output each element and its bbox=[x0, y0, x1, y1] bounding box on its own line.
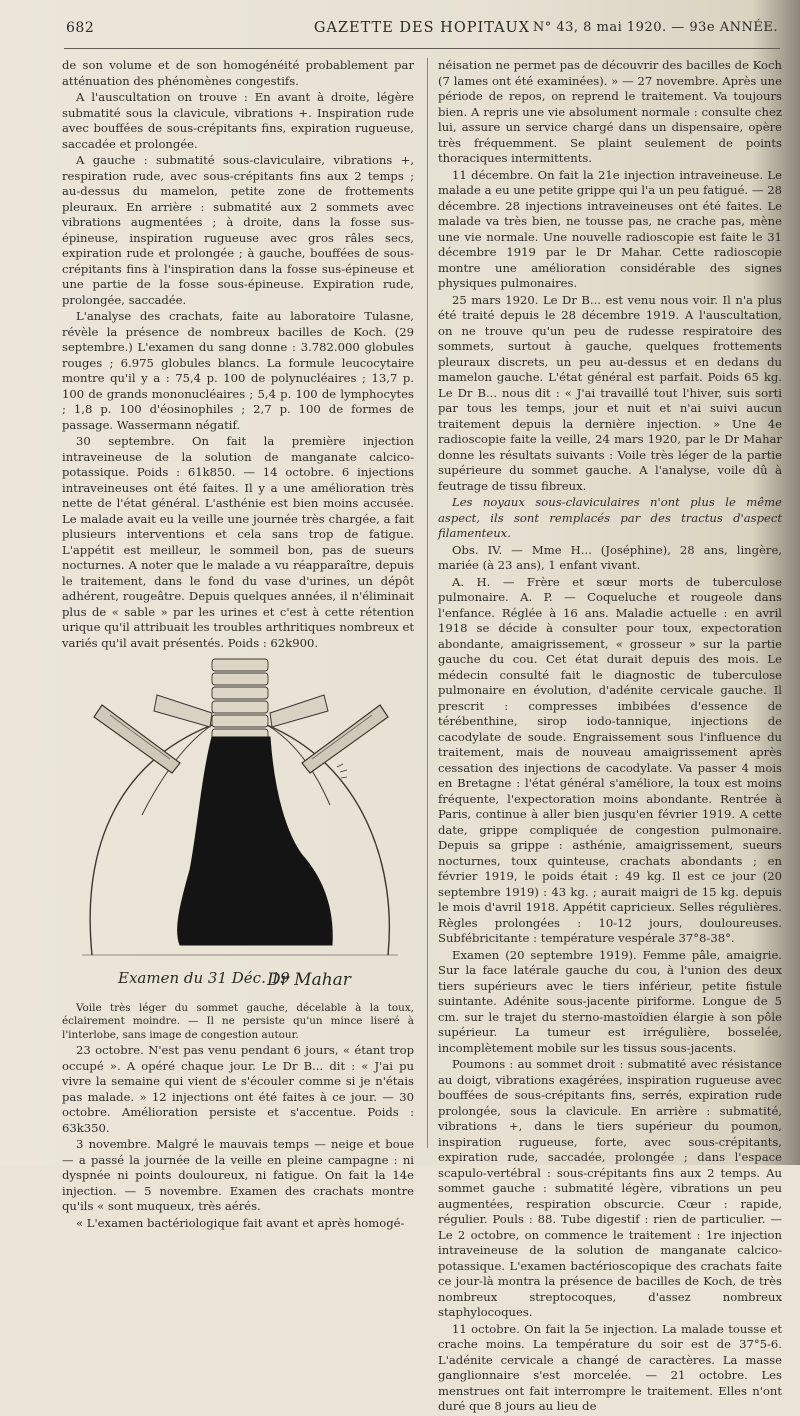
paragraph: 23 octobre. N'est pas venu pendant 6 jours, « étant trop occupé ». A opéré chaque jour. Le Dr B... dit : « J'ai pu vivre la semaine qui vient de s'écouler comme si je n'étais pas malade. » 12 injections ont été faites à ce jour. — 30 octobre. Amélioration persiste et s'accentue. Poids : 63k350. bbox=[62, 1043, 414, 1135]
figure-signature: Dr Mahar bbox=[267, 970, 351, 990]
paragraph: 3 novembre. Malgré le mauvais temps — neige et boue — a passé la journée de la veille en pleine campagne : ni dyspnée ni points douloureux, ni fatigue. On fait la 14e injection. — 5 novembre. Examen des crachats montre qu'ils « sont muqueux, très aérés. bbox=[62, 1137, 414, 1214]
paragraph: Les noyaux sous-claviculaires n'ont plus le même aspect, ils sont remplacés par des tractus d'aspect filamenteux. bbox=[438, 495, 782, 540]
page-number: 682 bbox=[66, 20, 95, 36]
right-column bbox=[438, 58, 782, 1416]
paragraph: 11 octobre. On fait la 5e injection. La malade tousse et crache moins. La température du soir est de 37°5-6. L'adénite cervicale a changé de caractères. La masse ganglionnaire s'est morcelée. — 21 octobre. Les menstrues ont fait interrompre le traitement. Elles n'ont duré que 8 jours au lieu de bbox=[438, 1321, 782, 1413]
paragraph: de son volume et de son homogénéité probablement par atténuation des phénomènes congestifs. bbox=[62, 58, 414, 88]
paragraph: A gauche : submatité sous-claviculaire, vibrations +, respiration rude, avec sous-crépitants fins aux 2 temps ; au-dessus du mamelon, petite zone de frottements pleuraux. En arrière : submatité aux 2 sommets avec vibrations augmentées ; à droite, dans la fosse sus-épineuse, inspiration rugueuse avec gros râles secs, expiration rude et prolongée ; à gauche, bouffées de sous-crépitants fins à l'inspiration dans la fosse sus-épineuse et une partie de la fosse sous-épineuse. Expiration rude, prolongée, saccadée. bbox=[62, 153, 414, 307]
page-header bbox=[62, 14, 782, 36]
spine bbox=[212, 659, 268, 741]
paragraph: L'analyse des crachats, faite au laboratoire Tulasne, révèle la présence de nombreux bacilles de Koch. (29 septembre.) L'examen du sang donne : 3.782.000 globules rouges ; 6.975 globules blancs. La formule leucocytaire montre qu'il y a : 75,4 p. 100 de polynucléaires ; 13,7 p. 100 de grands mononucléaires ; 5,4 p. 100 de lymphocytes ; 1,8 p. 100 d'éosinophiles ; 2,7 p. 100 de formes de passage. Wassermann négatif. bbox=[62, 309, 414, 432]
observation-heading: Obs. IV. — Mme H... (Joséphine), 28 ans, lingère, mariée (à 23 ans), 1 enfant vivant. bbox=[438, 542, 782, 572]
paragraph: Examen (20 septembre 1919). Femme pâle, amaigrie. Sur la face latérale gauche du cou, à l'union des deux tiers supérieurs avec le tiers inférieur, petite fistule suintante. Adénite sous-jacente piriforme. Longue de 5 cm. sur le trajet du sterno-mastoïdien élargie à son pôle supérieur. La tumeur est irrégulière, bosselée, incomplètement mobile sur les tissus sous-jacents. bbox=[438, 947, 782, 1055]
journal-title: GAZETTE DES HOPITAUX bbox=[313, 20, 531, 36]
left-column bbox=[62, 58, 414, 1232]
paragraph: Poumons : au sommet droit : submatité avec résistance au doigt, vibrations exagérées, inspiration rugueuse avec bouffées de sous-crépitants fins, serrés, expiration rude prolongée, sous la clavicule. En arrière : submatité, vibrations +, dans le tiers supérieur du poumon, inspiration rugueuse, forte, avec sous-crépitants, expiration rude, saccadée, prolongée ; dans l'espace scapulo-vertébral : sous-crépitants fins aux 2 temps. Au sommet gauche : submatité légère, vibrations un peu augmentées, respiration obscurcie. Cœur : rapide, régulier. Pouls : 88. Tube digestif : rien de particulier. — Le 2 octobre, on commence le traitement : 1re injection intraveineuse de la solution de manganate calcico-potassique. L'examen bactérioscopique des crachats faite ce jour-là montra la présence de bacilles de Koch, de très nombreux streptocoques, d'assez nombreux staphylocoques. bbox=[438, 1057, 782, 1319]
paragraph: 25 mars 1920. Le Dr B... est venu nous voir. Il n'a plus été traité depuis le 28 décembre 1919. A l'auscultation, on ne trouve qu'un peu de rudesse respiratoire des sommets, surtout à gauche, quelques frottements pleuraux discrets, un peu au-dessus et en dedans du mamelon gauche. L'état général est parfait. Poids 65 kg. Le Dr B... nous dit : « J'ai travaillé tout l'hiver, suis sorti par tous les temps, jour et nuit et n'ai suivi aucun traitement depuis la dernière injection. » Une 4e radioscopie faite la veille, 24 mars 1920, par le Dr Mahar donne les résultats suivants : Voile très léger de la partie supérieure du sommet gauche. A l'analyse, voile dû à feutrage de tissu fibreux. bbox=[438, 292, 782, 493]
paragraph: 30 septembre. On fait la première injection intraveineuse de la solution de manganate calcico-potassique. Poids : 61k850. — 14 octobre. 6 injections intraveineuses ont été faites. Il y a une amélioration très nette de l'état général. L'asthénie est bien moins accusée. Le malade avait eu la veille une journée très chargée, a fait plusieurs interventions et cela sans trop de fatigue. L'appétit est meilleur, le sommeil bon, pas de sueurs nocturnes. A noter que le malade a vu réapparaître, depuis le traitement, dans le fond du vase d'urines, un dépôt adhérent, rougeâtre. Depuis quelques années, il n'éliminait plus de « sable » par les urines et c'est à cette rétention urique qu'il attribuait les troubles arthritiques nombreux et variés qu'il avait présentés. Poids : 62k900. bbox=[62, 434, 414, 650]
chest-xray-drawing bbox=[62, 655, 414, 1000]
radioscopy-figure bbox=[62, 655, 414, 1000]
figure-caption: Voile très léger du sommet gauche, décelable à la toux, éclairement moindre. — Il ne persiste qu'un mince liseré à l'interlobe, sans image de congestion autour. bbox=[62, 1002, 414, 1041]
paragraph: A. H. — Frère et sœur morts de tuberculose pulmonaire. A. P. — Coqueluche et rougeole dans l'enfance. Réglée à 16 ans. Maladie actuelle : en avril 1918 se décide à consulter pour toux, expectoration abondante, amaigrissement, « grosseur » sur la partie gauche du cou. Cet état durait depuis des mois. Le médecin consulté fait le diagnostic de tuberculose pulmonaire en évolution, d'adénite cervicale gauche. Il prescrit : compresses imbibées d'essence de térébenthine, sirop iodo-tannique, injections de cacodylate de soude. Engraissement sous l'influence du traitement, mais de nouveau amaigrissement après cessation des injections de cacodylate. Va passer 4 mois en Bretagne : l'état général s'améliore, la toux est moins fréquente, l'expectoration moins abondante. Rentrée à Paris, continue à aller bien jusqu'en février 1919. A cette date, grippe compliquée de congestion pulmonaire. Depuis sa grippe : asthénie, amaigrissement, sueurs nocturnes, toux quinteuse, crachats abondants ; en février 1919, le poids était : 49 kg. Il est ce jour (20 septembre 1919) : 43 kg. ; aurait maigri de 15 kg. depuis le mois d'avril 1918. Appétit capricieux. Selles régulières. Règles prolongées : 10-12 jours, douloureuses. Subfébricitante : température vespérale 37°8-38°. bbox=[438, 574, 782, 945]
paragraph: néisation ne permet pas de découvrir des bacilles de Koch (7 lames ont été examinées). » — 27 novembre. Après une période de repos, on reprend le traitement. Va toujours bien. A repris une vie absolument normale : consulte chez lui, assure un service chargé dans un dispensaire, opère très fréquemment. Se plaint seulement de points thoraciques intermittents. bbox=[438, 58, 782, 165]
header-rule bbox=[64, 48, 780, 49]
paragraph: A l'auscultation on trouve : En avant à droite, légère submatité sous la clavicule, vibrations +. Inspiration rude avec bouffées de sous-crépitants fins, expiration rugueuse, saccadée et prolongée. bbox=[62, 90, 414, 151]
lesion-marks bbox=[337, 764, 347, 778]
column-divider bbox=[427, 58, 428, 1148]
issue-info: N° 43, 8 mai 1920. — 93e ANNÉE. bbox=[532, 20, 778, 35]
figure-label: Examen du 31 Déc. 19 bbox=[118, 969, 290, 987]
paragraph: « L'examen bactériologique fait avant et après homogé- bbox=[76, 1215, 405, 1230]
paragraph: 11 décembre. On fait la 21e injection intraveineuse. Le malade a eu une petite grippe qui l'a un peu fatigué. — 28 décembre. 28 injections intraveineuses ont été faites. Le malade va très bien, ne tousse pas, ne crache pas, mène une vie normale. Une nouvelle radioscopie est faite le 31 décembre 1919 par le Dr Mahar. Cette radioscopie montre une amélioration considérable des signes physiques pulmonaires. bbox=[438, 167, 782, 290]
